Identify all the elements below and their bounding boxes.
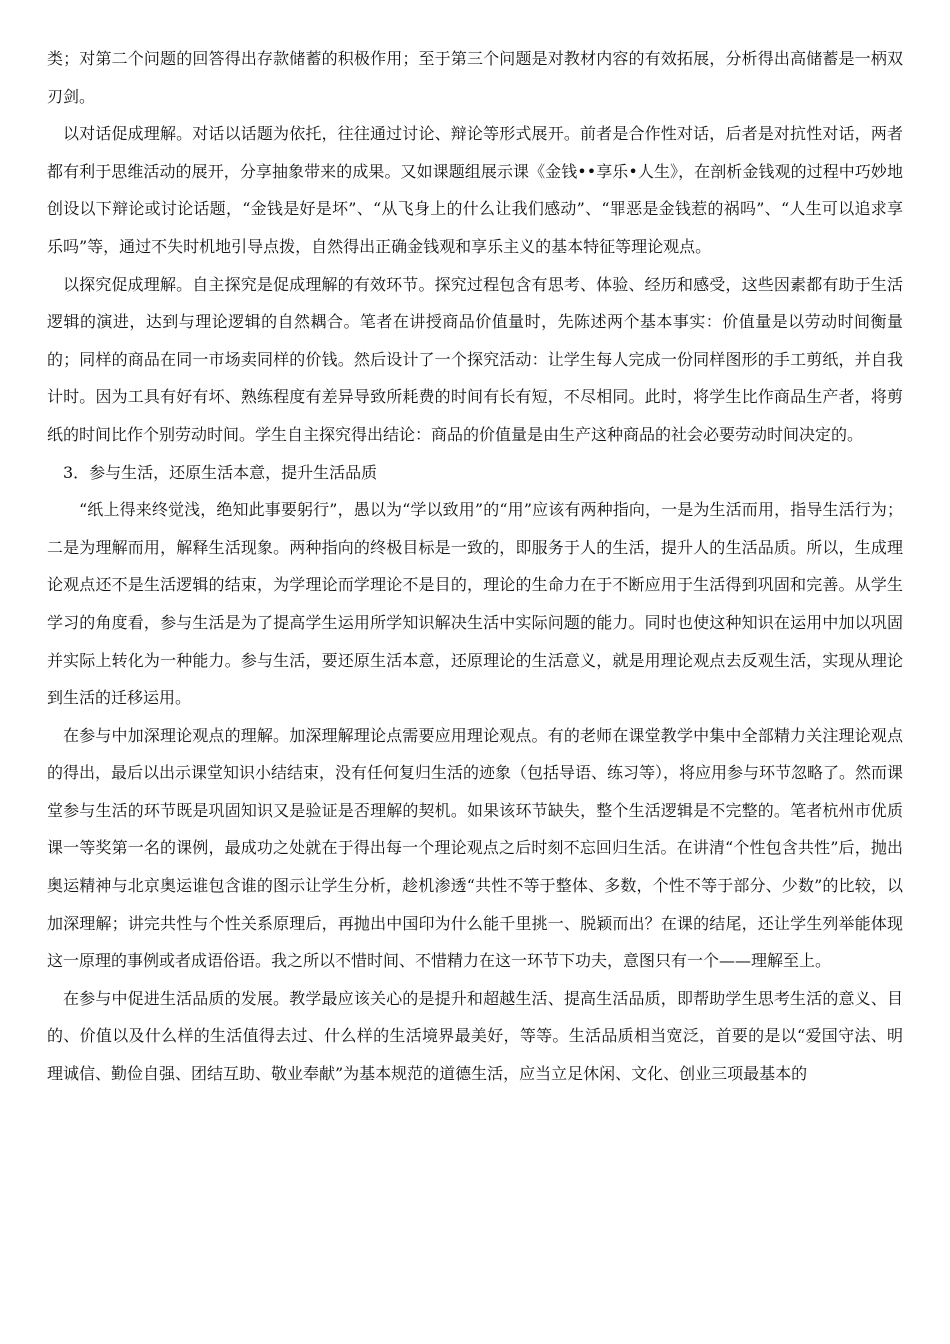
paragraph-quote: “纸上得来终觉浅，绝知此事要躬行”，愚以为“学以致用”的“用”应该有两种指向，一是为生活而用，指导生活行为；二是为理解而用，解释生活现象。两种指向的终极目标是一致的，即服务于人的生活，提升人的生活品质。所以，生成理论观点还不是生活逻辑的结束，为学理论而学理论不是目的，理论的生命力在于不断应用于生活得到巩固和完善。从学生学习的角度看，参与生活是为了提高学生运用所学知识解决生活中实际问题的能力。同时也使这种知识在运用中加以巩固并实际上转化为一种能力。参与生活，要还原生活本意，还原理论的生活意义，就是用理论观点去反观生活，实现从理论到生活的迁移运用。 [47,500,903,708]
section-heading: 3．参与生活，还原生活本意，提升生活品质 [63,462,378,482]
paragraph-life-quality: 在参与中促进生活品质的发展。教学最应该关心的是提升和超越生活、提高生活品质，即帮助学生思考生活的意义、目的、价值以及什么样的生活值得去过、什么样的生活境界最美好，等等。生活品质相当宽泛，首要的是以“爱国守法、明理诚信、勤俭自强、团结互助、敬业奉献”为基本规范的道德生活，应当立足休闲、文化、创业三项最基本的 [47,988,903,1084]
paragraph-inquiry: 以探究促成理解。自主探究是促成理解的有效环节。探究过程包含有思考、体验、经历和感受，这些因素都有助于生活逻辑的演进，达到与理论逻辑的自然耦合。笔者在讲授商品价值量时，先陈述两个基本事实：价值量是以劳动时间衡量的；同样的商品在同一市场卖同样的价钱。然后设计了一个探究活动：让学生每人完成一份同样图形的手工剪纸，并自我计时。因为工具有好有坏、熟练程度有差异导致所耗费的时间有长有短，不尽相同。此时，将学生比作商品生产者，将剪纸的时间比作个别劳动时间。学生自主探究得出结论：商品的价值量是由生产这种商品的社会必要劳动时间决定的。 [47,274,903,444]
document-body [47,40,903,1093]
paragraph-dialogue: 以对话促成理解。对话以话题为依托，往往通过讨论、辩论等形式展开。前者是合作性对话，后者是对抗性对话，两者都有利于思维活动的展开，分享抽象带来的成果。又如课题组展示课《金钱••享乐•人生》，在剖析金钱观的过程中巧妙地创设以下辩论或讨论话题，“金钱是好是坏”、“从飞身上的什么让我们感动”、“罪恶是金钱惹的祸吗”、“人生可以追求享乐吗”等，通过不失时机地引导点拨，自然得出正确金钱观和享乐主义的基本特征等理论观点。 [47,124,903,256]
paragraph-continuation: 类；对第二个问题的回答得出存款储蓄的积极作用；至于第三个问题是对教材内容的有效拓展，分析得出高储蓄是一柄双刃剑。 [47,49,903,106]
paragraph-deepen-understanding: 在参与中加深理论观点的理解。加深理解理论点需要应用理论观点。有的老师在课堂教学中集中全部精力关注理论观点的得出，最后以出示课堂知识小结结束，没有任何复归生活的迹象（包括导语、练习等），将应用参与环节忽略了。然而课堂参与生活的环节既是巩固知识又是验证是否理解的契机。如果该环节缺失，整个生活逻辑是不完整的。笔者杭州市优质课一等奖第一名的课例，最成功之处就在于得出每一个理论观点之后时刻不忘回归生活。在讲清“个性包含共性”后，抛出奥运精神与北京奥运谁包含谁的图示让学生分析，趁机渗透“共性不等于整体、多数，个性不等于部分、少数”的比较，以加深理解；讲完共性与个性关系原理后，再抛出中国印为什么能千里挑一、脱颖而出？在课的结尾，还让学生列举能体现这一原理的事例或者成语俗语。我之所以不惜时间、不惜精力在这一环节下功夫，意图只有一个——理解至上。 [47,725,904,971]
